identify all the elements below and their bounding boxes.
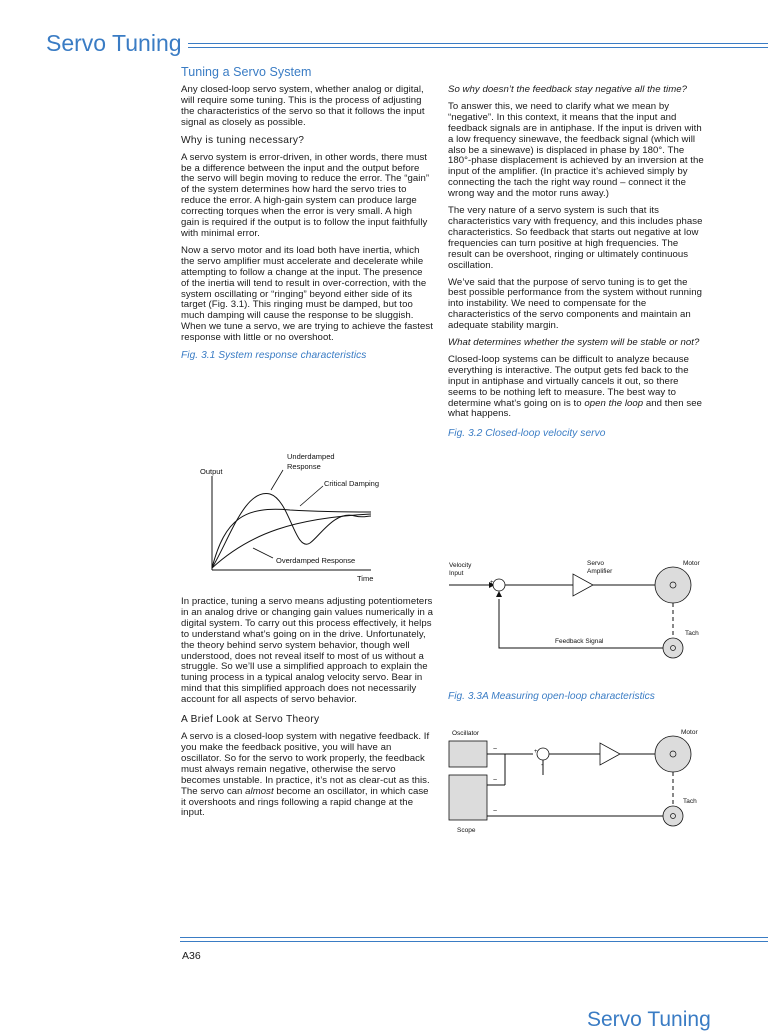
signal-wave: ~ [493,808,498,815]
velocity-servo-figure [445,555,715,665]
paragraph: Any closed-loop servo system, whether analog or digital, will require some tuning. This is the process of adjusting the characteristics of the servo so that it follows the input signal as closely as possible. [181,84,425,128]
section-title: Tuning a Servo System [181,65,312,79]
output-label: Output [200,467,223,476]
scope-box [449,775,487,820]
open-loop-figure [445,723,715,838]
page-header-title: Servo Tuning [46,30,182,56]
tach-label: Tach [683,798,697,805]
question-heading: So why doesn’t the feedback stay negative all the time? [448,84,688,95]
underdamped-label: Response [287,462,321,471]
underdamped-label: Underdamped [287,452,335,461]
tach-label: Tach [685,630,699,637]
paragraph: Closed-loop systems can be difficult to analyze because everything is interactive. The output gets fed back to the input in antiphase and virtually cancels it out, so there seems to be nothing left to measure. The best way to determine what’s going on is to open the loop and then see what happens. [448,353,702,420]
feedback-signal-label: Feedback Signal [555,638,604,645]
paragraph: A servo is a closed-loop system with negative feedback. If you make the feedback positive, you will have an oscillator. So for the servo to work properly, the feedback must always remain negative, otherwise the servo becomes unstable. In practice, it’s not as clear-cut as this. The servo can almost become an oscillator, in which case it overshoots and rings following a rapid change at the input. [181,731,430,819]
system-response-figure [195,448,395,588]
subsection-title: Why is tuning necessary? [181,134,305,146]
amplifier-symbol [600,743,620,765]
subsection-title: A Brief Look at Servo Theory [181,714,320,726]
time-label: Time [357,574,374,583]
oscillator-box [449,741,487,767]
servo-amplifier-label: Servo [587,560,604,567]
velocity-input-label: Velocity [449,562,472,569]
velocity-input-label: Input [449,570,464,577]
tach-symbol [663,638,683,658]
figure-caption: Fig. 3.2 Closed-loop velocity servo [448,428,606,440]
footer-rule-top [180,937,768,938]
paragraph: The very nature of a servo system is such that its characteristics vary with frequency, and this includes phase characteristics. So feedback that starts out negative at low frequencies can turn positive at high frequencies. The result can be overshoot, ringing or ultimately continuous oscillation. [448,205,703,271]
motor-symbol [655,736,691,772]
motor-symbol [655,567,691,603]
signal-wave: ~ [493,777,498,784]
figure-caption: Fig. 3.3A Measuring open-loop characteristics [448,691,655,702]
figure-caption: Fig. 3.1 System response characteristics [181,350,367,362]
paragraph: To answer this, we need to clarify what we mean by “negative”. In this context, it means that the input and feedback signals are in antiphase. If the input is driven with a low frequency sinewave, the feedback signal (which will also be a sinewave) is displaced in phase by 180°. The 180°-phase displacement is achieved by an inversion at the input of the amplifier. (In practice it’s achieved simply by connecting the tach the right way round – connect it the wrong way and the motor runs away.) [448,100,704,200]
motor-label: Motor [681,729,698,736]
summing-plus: + [490,580,494,586]
question-heading: What determines whether the system will be stable or not? [448,337,700,349]
summing-junction [537,748,549,760]
summing-minus: - [541,762,544,769]
left-column [181,65,433,362]
overdamped-pointer [253,548,273,558]
amplifier-symbol [573,574,593,596]
footer-rule-bottom [180,941,768,942]
footer-title: Servo Tuning [587,1008,711,1031]
header-rule-top [188,43,768,44]
paragraph: Now a servo motor and its load both have inertia, which the servo amplifier must accelerate and decelerate while attempting to follow a change at the input. The presence of the inertia will tend to result in over-correction, with the system oscillating or “ringing” beyond either side of its target (Fig. 3.1). This ringing must be damped, but too much damping will cause the response to be sluggish. When we tune a servo, we are trying to achieve the fastest response with little or no overshoot. [181,244,433,344]
scope-label: Scope [457,827,476,834]
oscillator-label: Oscillator [452,730,480,737]
servo-amplifier-label: Amplifier [587,568,613,575]
critical-pointer [300,486,323,506]
underdamped-pointer [271,470,283,490]
critical-damping-label: Critical Damping [324,479,380,488]
summing-junction [493,579,505,591]
page-number: A36 [182,950,201,962]
tach-symbol [663,806,683,826]
left-column-lower [181,597,433,825]
paragraph: A servo system is error-driven, in other words, there must be a difference between the input and the output before the servo will begin moving to reduce the error. The “gain” of the system determines how hard the servo tries to reduce the error. A high-gain system can produce large correcting torques when the error is very small. A high gain is required if the output is to follow the input faithfully with minimal error. [181,151,430,239]
paragraph: In practice, tuning a servo means adjusting potentiometers in an analog drive or changing gain values numerically in a digital system. To carry out this process effectively, it helps to understand what’s going on in the drive. Unfortunately, the theory behind servo system behavior, though well understood, does not reveal itself to most of us without a struggle. So we’ll use a simplified approach to explain the tuning process in a typical analog velocity servo. Bear in mind that this simplified approach does not necessarily account for all aspects of servo behavior. [181,596,434,706]
header-rule-bottom [188,47,768,48]
right-column [448,85,704,440]
signal-wave: ~ [493,746,498,753]
motor-label: Motor [683,560,700,567]
paragraph: We’ve said that the purpose of servo tuning is to get the best possible performance from the system without running into instability. We need to compensate for the characteristics of the servo components and maintain an adequate stability margin. [448,276,703,332]
overdamped-label: Overdamped Response [276,556,356,565]
summing-plus: + [534,749,538,755]
